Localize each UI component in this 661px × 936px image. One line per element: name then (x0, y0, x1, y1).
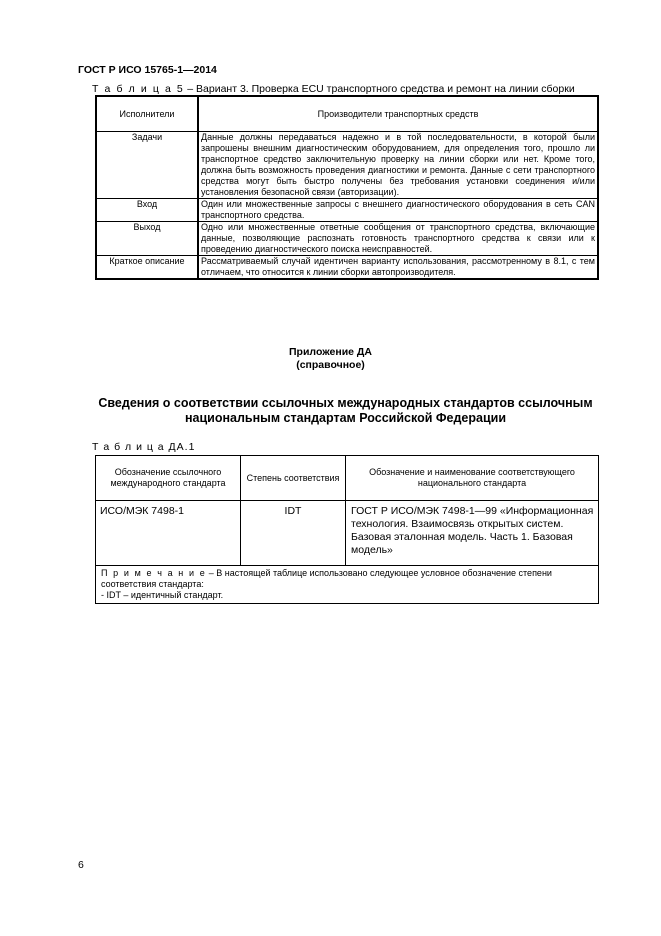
tableDA-note (96, 566, 599, 604)
table5-row-text: Данные должны передаваться надежно и в той последовательности, в которой были запрошены внешним диагностическим оборудованием, для определения того, прошло ли транспортное средство заключительную проверку на линии сборки или нет. Кроме того, должна быть возможность проведения диагностики и ремонта. Данные с сети транспортного средства могут быть быстро получены без требования установки соединения и/или установления безопасной связи (авторизации). (198, 132, 598, 199)
table5-row-label: Вход (96, 199, 198, 222)
table5-caption-text: – Вариант 3. Проверка ECU транспортного средства и ремонт на линии сборки (184, 83, 575, 95)
appendix-heading (0, 396, 661, 426)
tableDA-col2-header: Степень соответствия (241, 456, 346, 501)
table5 (95, 95, 599, 280)
appendix-heading-line1: Сведения о соответствии ссылочных международных стандартов ссылочным (98, 396, 593, 410)
appendix-title: Приложение ДА (289, 346, 372, 358)
appendix-title-block (0, 346, 661, 372)
tableDA-col3-header: Обозначение и наименование соответствующего национального стандарта (346, 456, 599, 501)
table-row (96, 256, 598, 280)
tableDA-note-text: – В настоящей таблице использовано следующее условное обозначение степени соответствия стандарта: (101, 568, 552, 589)
tableDA-cell-col1: ИСО/МЭК 7498-1 (96, 501, 241, 566)
table5-row-text: Рассматриваемый случай идентичен варианту использования, рассмотренному в 8.1, с тем отличаем, что относится к линии сборки автопроизводителя. (198, 256, 598, 280)
tableDA-note-label: П р и м е ч а н и е (101, 568, 207, 578)
appendix-heading-line2: национальным стандартам Российской Федерации (184, 411, 507, 425)
table5-row-label: Выход (96, 222, 198, 256)
tableDA-note-item: - IDT – идентичный стандарт. (101, 590, 224, 600)
table5-row-label: Задачи (96, 132, 198, 199)
tableDA-caption: Т а б л и ц а ДА.1 (92, 441, 196, 453)
table5-header-left: Исполнители (96, 96, 198, 132)
table-row (96, 222, 598, 256)
table5-row-text: Один или множественные запросы с внешнего диагностического оборудования в сеть CAN транспортного средства. (198, 199, 598, 222)
table5-row-label: Краткое описание (96, 256, 198, 280)
tableDA-note-row (96, 566, 599, 604)
table5-caption-label: Т а б л и ц а 5 (92, 83, 185, 95)
table-row (96, 199, 598, 222)
table5-header-row (96, 96, 598, 132)
tableDA-header-row (96, 456, 599, 501)
page-number: 6 (78, 859, 84, 871)
table5-header-right: Производители транспортных средств (198, 96, 598, 132)
document-header: ГОСТ Р ИСО 15765-1—2014 (78, 64, 217, 76)
tableDA-col1-header: Обозначение ссылочного международного стандарта (96, 456, 241, 501)
table5-caption (92, 83, 575, 95)
appendix-subtitle: (справочное) (296, 359, 365, 371)
tableDA-cell-col3: ГОСТ Р ИСО/МЭК 7498-1—99 «Информационная технология. Взаимосвязь открытых систем. Базовая эталонная модель. Часть 1. Базовая модель» (346, 501, 599, 566)
table-row (96, 501, 599, 566)
tableDA-cell-col2: IDT (241, 501, 346, 566)
table-row (96, 132, 598, 199)
table5-row-text: Одно или множественные ответные сообщения от транспортного средства, включающие данные, позволяющие распознать готовность транспортного средства к связи или к проведению диагностического поиска неисправностей. (198, 222, 598, 256)
tableDA (95, 455, 599, 604)
